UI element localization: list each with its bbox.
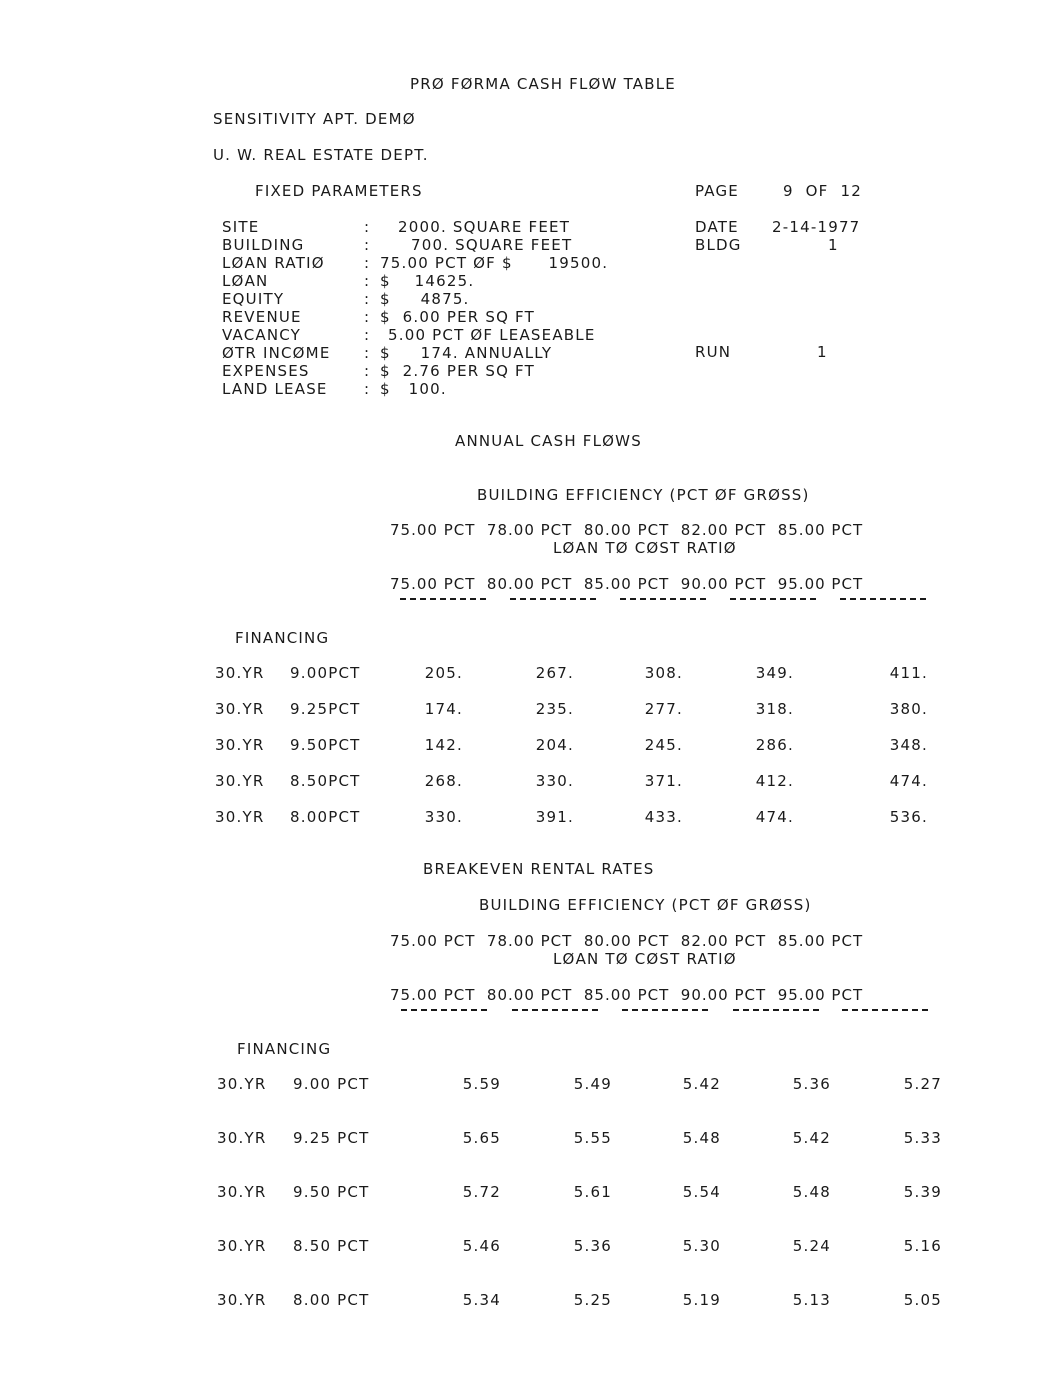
breakeven-rate-value: 5.13 (792, 1291, 831, 1309)
cash-flow-value: 474. (889, 772, 928, 790)
cash-flow-value: 371. (644, 772, 683, 790)
breakeven-ratio-values: 75.00 PCT 80.00 PCT 85.00 PCT 90.00 PCT 95.00 PCT (390, 986, 864, 1004)
breakeven-rate-value: 5.54 (682, 1183, 721, 1201)
breakeven-rate-value: 5.72 (462, 1183, 501, 1201)
cash-flow-value: 268. (424, 772, 463, 790)
column-rule (840, 598, 926, 600)
param-label: LØAN RATIØ (222, 254, 325, 272)
breakeven-rate-value: 5.24 (792, 1237, 831, 1255)
financing-rate: 9.25PCT (290, 700, 361, 718)
param-label: REVENUE (222, 308, 302, 326)
breakeven-rate-value: 5.34 (462, 1291, 501, 1309)
report-subtitle: SENSITIVITY APT. DEMØ (213, 110, 416, 128)
breakeven-rate-value: 5.33 (903, 1129, 942, 1147)
financing-rate: 9.00 PCT (293, 1075, 370, 1093)
breakeven-rate-value: 5.55 (573, 1129, 612, 1147)
breakeven-rate-value: 5.30 (682, 1237, 721, 1255)
breakeven-financing-label: FINANCING (237, 1040, 332, 1058)
param-value: 5.00 PCT ØF LEASEABLE (388, 326, 596, 344)
param-separator: : (364, 326, 371, 344)
column-rule (730, 598, 816, 600)
param-value: $ 14625. (380, 272, 475, 290)
financing-rate: 8.50PCT (290, 772, 361, 790)
financing-rate: 8.50 PCT (293, 1237, 370, 1255)
param-value: 75.00 PCT ØF $ 19500. (380, 254, 609, 272)
fixed-parameters-heading: FIXED PARAMETERS (255, 182, 423, 200)
param-value: $ 4875. (380, 290, 470, 308)
param-separator: : (364, 254, 371, 272)
annual-efficiency-heading: BUILDING EFFICIENCY (PCT ØF GRØSS) (477, 486, 810, 504)
financing-term: 30.YR (217, 1183, 267, 1201)
breakeven-rate-value: 5.05 (903, 1291, 942, 1309)
param-value: $ 2.76 PER SQ FT (380, 362, 535, 380)
cash-flow-value: 235. (535, 700, 574, 718)
cash-flow-value: 380. (889, 700, 928, 718)
financing-term: 30.YR (217, 1237, 267, 1255)
cash-flow-value: 348. (889, 736, 928, 754)
breakeven-rate-value: 5.48 (792, 1183, 831, 1201)
breakeven-rate-value: 5.48 (682, 1129, 721, 1147)
breakeven-title: BREAKEVEN RENTAL RATES (423, 860, 655, 878)
cash-flow-value: 412. (755, 772, 794, 790)
breakeven-rate-value: 5.65 (462, 1129, 501, 1147)
financing-term: 30.YR (217, 1291, 267, 1309)
financing-rate: 9.25 PCT (293, 1129, 370, 1147)
breakeven-ratio-heading: LØAN TØ CØST RATIØ (553, 950, 737, 968)
page-number: 9 OF 12 (783, 182, 862, 200)
cash-flow-value: 391. (535, 808, 574, 826)
breakeven-rate-value: 5.27 (903, 1075, 942, 1093)
cash-flow-value: 308. (644, 664, 683, 682)
breakeven-rate-value: 5.36 (792, 1075, 831, 1093)
financing-rate: 8.00 PCT (293, 1291, 370, 1309)
column-rule (512, 1009, 598, 1011)
param-separator: : (364, 290, 371, 308)
cash-flow-value: 330. (424, 808, 463, 826)
cash-flow-value: 318. (755, 700, 794, 718)
param-label: VACANCY (222, 326, 302, 344)
annual-efficiency-values: 75.00 PCT 78.00 PCT 80.00 PCT 82.00 PCT 85.00 PCT (390, 521, 864, 539)
param-separator: : (364, 272, 371, 290)
financing-rate: 9.50 PCT (293, 1183, 370, 1201)
breakeven-rate-value: 5.19 (682, 1291, 721, 1309)
column-rule (622, 1009, 708, 1011)
date-value: 2-14-1977 (772, 218, 861, 236)
financing-term: 30.YR (215, 700, 265, 718)
param-value: $ 174. ANNUALLY (380, 344, 553, 362)
column-rule (510, 598, 596, 600)
param-separator: : (364, 362, 371, 380)
param-label: LAND LEASE (222, 380, 328, 398)
date-label: DATE (695, 218, 739, 236)
breakeven-rate-value: 5.49 (573, 1075, 612, 1093)
cash-flow-value: 245. (644, 736, 683, 754)
param-label: EXPENSES (222, 362, 310, 380)
financing-term: 30.YR (215, 772, 265, 790)
annual-financing-label: FINANCING (235, 629, 330, 647)
annual-ratio-heading: LØAN TØ CØST RATIØ (553, 539, 737, 557)
breakeven-rate-value: 5.59 (462, 1075, 501, 1093)
breakeven-efficiency-values: 75.00 PCT 78.00 PCT 80.00 PCT 82.00 PCT 85.00 PCT (390, 932, 864, 950)
param-value: 700. SQUARE FEET (411, 236, 573, 254)
run-label: RUN (695, 343, 732, 361)
cash-flow-value: 433. (644, 808, 683, 826)
cash-flow-value: 204. (535, 736, 574, 754)
cash-flow-value: 277. (644, 700, 683, 718)
page-label: PAGE (695, 182, 739, 200)
column-rule (733, 1009, 819, 1011)
param-label: ØTR INCØME (222, 344, 331, 362)
cash-flow-value: 174. (424, 700, 463, 718)
breakeven-efficiency-heading: BUILDING EFFICIENCY (PCT ØF GRØSS) (479, 896, 812, 914)
financing-rate: 9.50PCT (290, 736, 361, 754)
param-label: LØAN (222, 272, 269, 290)
annual-ratio-values: 75.00 PCT 80.00 PCT 85.00 PCT 90.00 PCT 95.00 PCT (390, 575, 864, 593)
param-separator: : (364, 236, 371, 254)
cash-flow-value: 536. (889, 808, 928, 826)
breakeven-rate-value: 5.42 (792, 1129, 831, 1147)
param-label: EQUITY (222, 290, 285, 308)
department-name: U. W. REAL ESTATE DEPT. (213, 146, 429, 164)
param-label: BUILDING (222, 236, 305, 254)
report-title: PRØ FØRMA CASH FLØW TABLE (410, 75, 676, 93)
cash-flow-value: 286. (755, 736, 794, 754)
cash-flow-value: 474. (755, 808, 794, 826)
financing-rate: 8.00PCT (290, 808, 361, 826)
financing-term: 30.YR (217, 1129, 267, 1147)
param-label: SITE (222, 218, 260, 236)
column-rule (401, 1009, 487, 1011)
cash-flow-value: 411. (889, 664, 928, 682)
param-separator: : (364, 380, 371, 398)
param-value: 2000. SQUARE FEET (398, 218, 571, 236)
param-value: $ 6.00 PER SQ FT (380, 308, 535, 326)
cash-flow-value: 205. (424, 664, 463, 682)
breakeven-rate-value: 5.61 (573, 1183, 612, 1201)
financing-rate: 9.00PCT (290, 664, 361, 682)
breakeven-rate-value: 5.46 (462, 1237, 501, 1255)
column-rule (620, 598, 706, 600)
run-value: 1 (817, 343, 828, 361)
bldg-value: 1 (828, 236, 839, 254)
financing-term: 30.YR (215, 736, 265, 754)
breakeven-rate-value: 5.16 (903, 1237, 942, 1255)
financing-term: 30.YR (215, 808, 265, 826)
breakeven-rate-value: 5.39 (903, 1183, 942, 1201)
cash-flow-value: 330. (535, 772, 574, 790)
param-separator: : (364, 344, 371, 362)
bldg-label: BLDG (695, 236, 742, 254)
cash-flow-value: 142. (424, 736, 463, 754)
cash-flow-value: 267. (535, 664, 574, 682)
breakeven-rate-value: 5.25 (573, 1291, 612, 1309)
param-value: $ 100. (380, 380, 447, 398)
annual-cash-flows-title: ANNUAL CASH FLØWS (455, 432, 642, 450)
financing-term: 30.YR (215, 664, 265, 682)
param-separator: : (364, 308, 371, 326)
param-separator: : (364, 218, 371, 236)
financing-term: 30.YR (217, 1075, 267, 1093)
column-rule (842, 1009, 928, 1011)
breakeven-rate-value: 5.42 (682, 1075, 721, 1093)
breakeven-rate-value: 5.36 (573, 1237, 612, 1255)
cash-flow-value: 349. (755, 664, 794, 682)
column-rule (400, 598, 486, 600)
